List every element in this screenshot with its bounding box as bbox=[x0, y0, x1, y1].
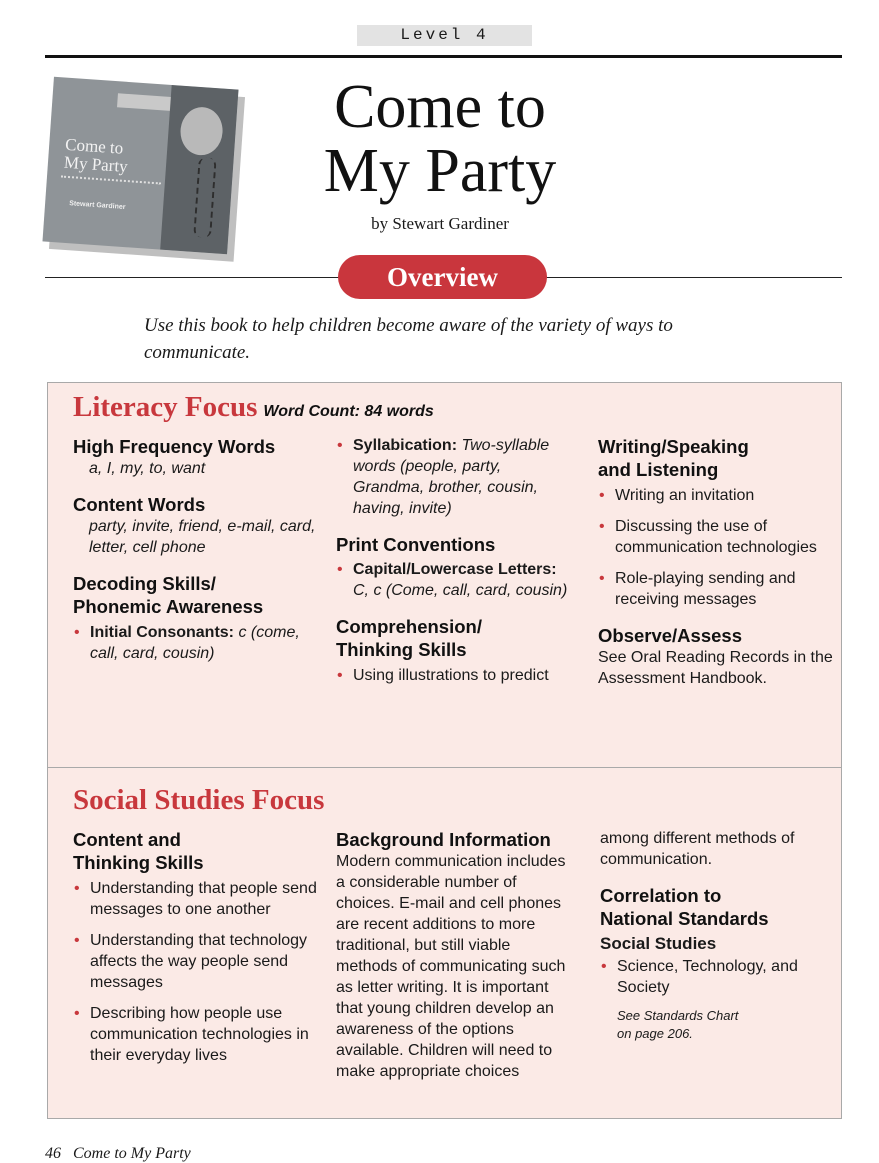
background-text-cont: among different methods of communication. bbox=[600, 830, 795, 868]
hfw-heading: High Frequency Words bbox=[73, 436, 276, 457]
decoding-item-label: Initial Consonants: bbox=[90, 624, 234, 641]
comprehension-heading-line1: Comprehension/ bbox=[336, 616, 482, 637]
social-col-2 bbox=[336, 828, 576, 1082]
cover-title-line1: Come to bbox=[64, 134, 124, 158]
standards-note-line2: on page 206. bbox=[617, 1026, 693, 1041]
page-footer bbox=[45, 1145, 191, 1163]
list-item: • Role-playing sending and receiving messages bbox=[598, 568, 833, 610]
comprehension-list bbox=[336, 665, 576, 686]
literacy-focus-panel bbox=[47, 382, 842, 768]
list-item: • Science, Technology, and Society bbox=[600, 956, 830, 998]
top-rule bbox=[45, 55, 842, 58]
syllabication-list bbox=[336, 435, 576, 519]
print-item-text: C, c (Come, call, card, cousin) bbox=[353, 582, 568, 599]
social-studies-heading: Social Studies Focus bbox=[73, 784, 325, 816]
overview-intro: Use this book to help children become aware of the variety of ways to communicate. bbox=[144, 315, 673, 363]
footer-title: Come to My Party bbox=[73, 1145, 191, 1162]
byline: by Stewart Gardiner bbox=[371, 214, 509, 233]
list-item: • Discussing the use of communication technologies bbox=[598, 516, 833, 558]
book-title-line2: My Party bbox=[323, 137, 557, 205]
list-item bbox=[336, 435, 576, 519]
literacy-col-1 bbox=[73, 435, 328, 664]
syllabication-label: Syllabication: bbox=[353, 437, 458, 454]
correlation-heading-line2: National Standards bbox=[600, 908, 769, 929]
hfw-text: a, I, my, to, want bbox=[89, 460, 206, 477]
book-cover-image bbox=[42, 77, 238, 255]
content-thinking-list bbox=[73, 878, 318, 1066]
content-thinking-heading-line1: Content and bbox=[73, 829, 181, 850]
content-words-text: party, invite, friend, e-mail, card, letter, cell phone bbox=[89, 518, 316, 556]
list-item bbox=[336, 559, 576, 601]
literacy-col-2 bbox=[336, 435, 576, 686]
background-heading: Background Information bbox=[336, 829, 551, 850]
list-item: • Understanding that technology affects the way people send messages bbox=[73, 930, 318, 993]
cover-title-line2: My Party bbox=[63, 152, 129, 177]
decoding-heading-line2: Phonemic Awareness bbox=[73, 596, 264, 617]
literacy-focus-heading: Literacy Focus bbox=[73, 391, 258, 423]
content-thinking-heading-line2: Thinking Skills bbox=[73, 852, 204, 873]
literacy-col-3 bbox=[598, 435, 833, 689]
observe-assess-text: See Oral Reading Records in the Assessment Handbook. bbox=[598, 649, 833, 687]
correlation-subheading: Social Studies bbox=[600, 934, 717, 953]
cover-dotted-line bbox=[61, 175, 161, 188]
correlation-list bbox=[600, 956, 830, 998]
decoding-heading-line1: Decoding Skills/ bbox=[73, 573, 216, 594]
decoding-list bbox=[73, 622, 328, 664]
cover-author: Stewart Gardiner bbox=[68, 200, 126, 212]
list-item bbox=[73, 622, 328, 664]
writing-speaking-heading-line2: and Listening bbox=[598, 459, 719, 480]
literacy-heading-row bbox=[73, 391, 434, 424]
background-text: Modern communication includes a considerable number of choices. E-mail and cell phones are recent additions to more traditional, but still viable methods of communicating such as letter writing. It is important that young children develop an awareness of the options available. Children will need to make appropriate choices bbox=[336, 853, 566, 1080]
page-number: 46 bbox=[45, 1145, 61, 1162]
word-count: Word Count: 84 words bbox=[263, 403, 434, 420]
list-item: • Using illustrations to predict bbox=[336, 665, 576, 686]
overview-label: Overview bbox=[338, 255, 547, 299]
correlation-heading-line1: Correlation to bbox=[600, 885, 722, 906]
print-item-label: Capital/Lowercase Letters: bbox=[353, 561, 557, 578]
cover-publisher-badge bbox=[117, 93, 173, 111]
content-words-heading: Content Words bbox=[73, 494, 206, 515]
level-label: Level 4 bbox=[357, 25, 532, 46]
book-title bbox=[250, 75, 630, 203]
syllabication-text: Two-syllable words (people, party, Grandma, brother, cousin, having, invite) bbox=[353, 437, 550, 517]
writing-speaking-heading-line1: Writing/Speaking bbox=[598, 436, 749, 457]
print-conventions-heading: Print Conventions bbox=[336, 534, 496, 555]
writing-speaking-list bbox=[598, 485, 833, 610]
cover-title bbox=[63, 136, 129, 176]
standards-note bbox=[600, 1007, 830, 1043]
comprehension-heading-line2: Thinking Skills bbox=[336, 639, 467, 660]
print-conventions-list bbox=[336, 559, 576, 601]
decoding-item-text: c (come, call, card, cousin) bbox=[90, 624, 300, 662]
social-studies-panel bbox=[47, 767, 842, 1119]
list-item: • Writing an invitation bbox=[598, 485, 833, 506]
social-col-3 bbox=[600, 828, 830, 1043]
book-title-line1: Come to bbox=[334, 73, 546, 141]
observe-assess-heading: Observe/Assess bbox=[598, 625, 742, 646]
social-col-1 bbox=[73, 828, 318, 1066]
list-item: • Describing how people use communication technologies in their everyday lives bbox=[73, 1003, 318, 1066]
standards-note-line1: See Standards Chart bbox=[617, 1008, 739, 1023]
list-item: • Understanding that people send messages to one another bbox=[73, 878, 318, 920]
